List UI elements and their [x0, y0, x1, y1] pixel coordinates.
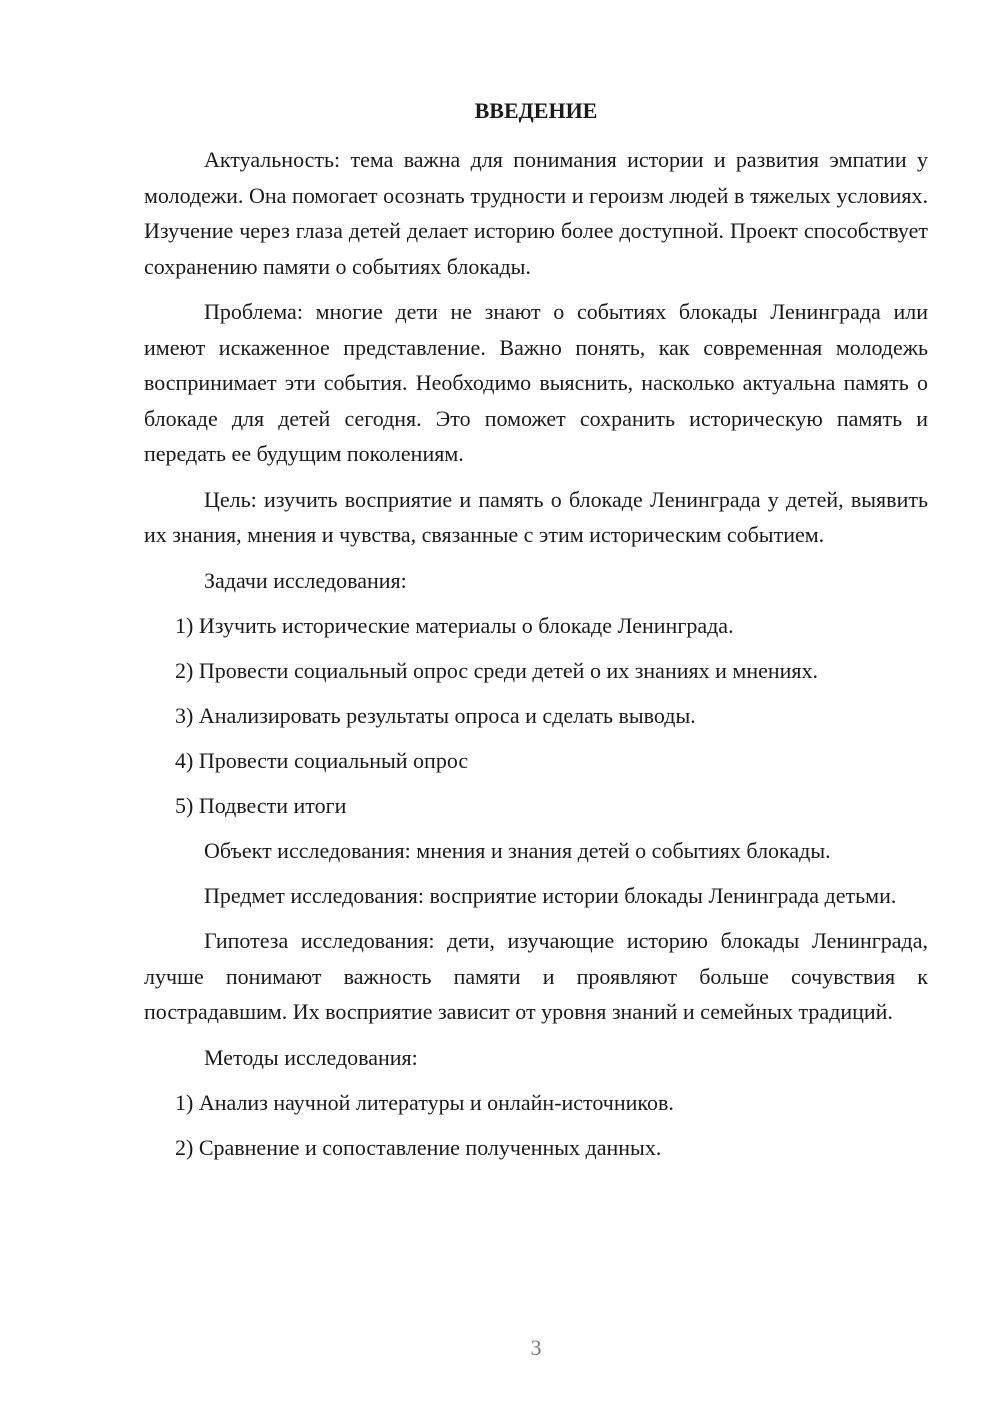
problem-paragraph: Проблема: многие дети не знают о событиях блокады Ленинграда или имеют искаженное представление. Важно понять, как современная молодежь воспринимает эти события. Необходимо выяснить, насколько актуальна память о блокаде для детей сегодня. Это поможет сохранить историческую память и передать ее будущим поколениям.	[144, 299, 928, 466]
task-item: 4) Провести социальный опрос	[175, 747, 469, 773]
task-item: 1) Изучить исторические материалы о блокаде Ленинграда.	[175, 612, 734, 638]
method-item: 1) Анализ научной литературы и онлайн-источников.	[175, 1089, 674, 1115]
task-item: 3) Анализировать результаты опроса и сделать выводы.	[175, 702, 696, 728]
tasks-label: Задачи исследования:	[204, 567, 407, 593]
methods-label: Методы исследования:	[204, 1044, 418, 1070]
section-heading: ВВЕДЕНИЕ	[474, 98, 598, 123]
object-paragraph: Объект исследования: мнения и знания детей о событиях блокады.	[204, 837, 831, 863]
goal-paragraph: Цель: изучить восприятие и память о блокаде Ленинграда у детей, выявить их знания, мнения и чувства, связанные с этим историческим событием.	[144, 486, 928, 547]
page-number: 3	[530, 1335, 542, 1360]
relevance-paragraph: Актуальность: тема важна для понимания истории и развития эмпатии у молодежи. Она помогает осознать трудности и героизм людей в тяжелых условиях. Изучение через глаза детей делает историю более доступной. Проект способствует сохранению памяти о событиях блокады.	[144, 147, 928, 279]
task-item: 5) Подвести итоги	[175, 792, 347, 818]
document-page	[144, 93, 928, 1175]
task-item: 2) Провести социальный опрос среди детей о их знаниях и мнениях.	[175, 657, 819, 683]
subject-paragraph: Предмет исследования: восприятие истории блокады Ленинграда детьми.	[204, 882, 897, 908]
method-item: 2) Сравнение и сопоставление полученных данных.	[175, 1134, 662, 1160]
hypothesis-paragraph: Гипотеза исследования: дети, изучающие историю блокады Ленинграда, лучше понимают важность памяти и проявляют больше сочувствия к пострадавшим. Их восприятие зависит от уровня знаний и семейных традиций.	[144, 928, 928, 1024]
